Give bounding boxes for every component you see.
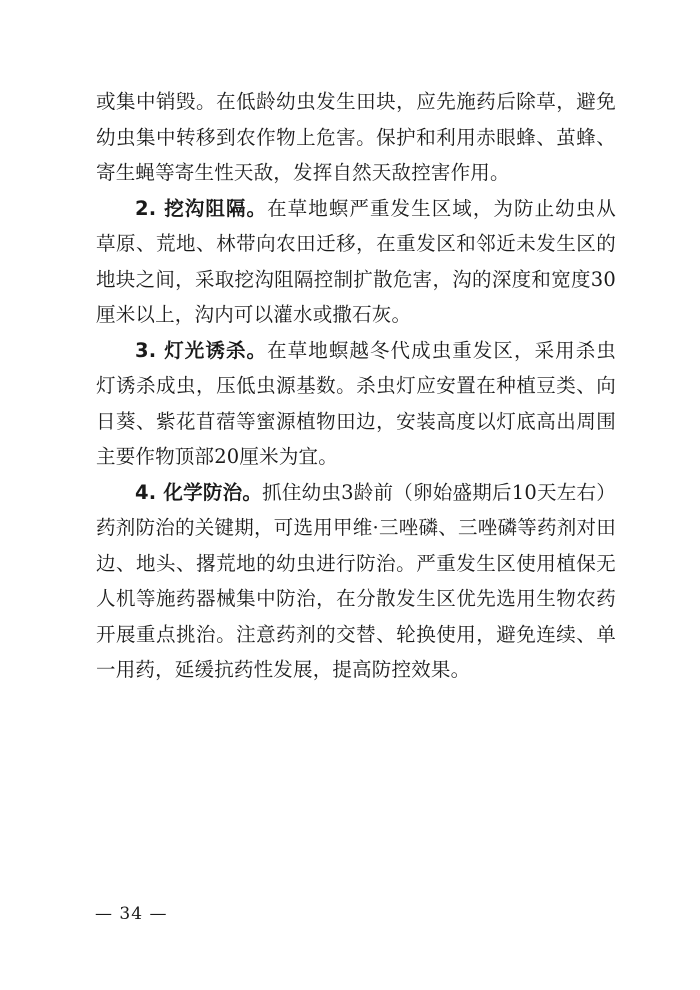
- section-heading: 2. 挖沟阻隔。: [135, 196, 268, 220]
- paragraph-ditch-barrier: [96, 191, 616, 333]
- paragraph-light-trapping: [96, 333, 616, 475]
- paragraph-text: 抓住幼虫3龄前（卵始盛期后10天左右）药剂防治的关键期，可选用甲维·三唑磷、三唑磷等药剂对田边、地头、撂荒地的幼虫进行防治。严重发生区使用植保无人机等施药器械集中防治，在分散发生区优先选用生物农药开展重点挑治。注意药剂的交替、轮换使用，避免连续、单一用药，延缓抗药性发展，提高防控效果。: [96, 480, 616, 681]
- section-heading: 4. 化学防治。: [135, 480, 263, 504]
- section-heading: 3. 灯光诱杀。: [135, 338, 268, 362]
- body-text: [96, 84, 616, 688]
- paragraph-chemical-control: [96, 475, 616, 688]
- paragraph-text: 或集中销毁。在低龄幼虫发生田块，应先施药后除草，避免幼虫集中转移到农作物上危害。保护和利用赤眼蜂、茧蜂、寄生蝇等寄生性天敌，发挥自然天敌控害作用。: [96, 90, 616, 184]
- paragraph-text: 在草地螟严重发生区域，为防止幼虫从草原、荒地、林带向农田迁移，在重发区和邻近未发生区的地块之间，采取挖沟阻隔控制扩散危害，沟的深度和宽度30厘米以上，沟内可以灌水或撒石灰。: [96, 196, 616, 326]
- paragraph-continuation: [96, 84, 616, 191]
- paragraph-text: 在草地螟越冬代成虫重发区，采用杀虫灯诱杀成虫，压低虫源基数。杀虫灯应安置在种植豆类、向日葵、紫花苜蓿等蜜源植物田边，安装高度以灯底高出周围主要作物顶部20厘米为宜。: [96, 338, 616, 468]
- page-number: — 34 —: [95, 904, 168, 924]
